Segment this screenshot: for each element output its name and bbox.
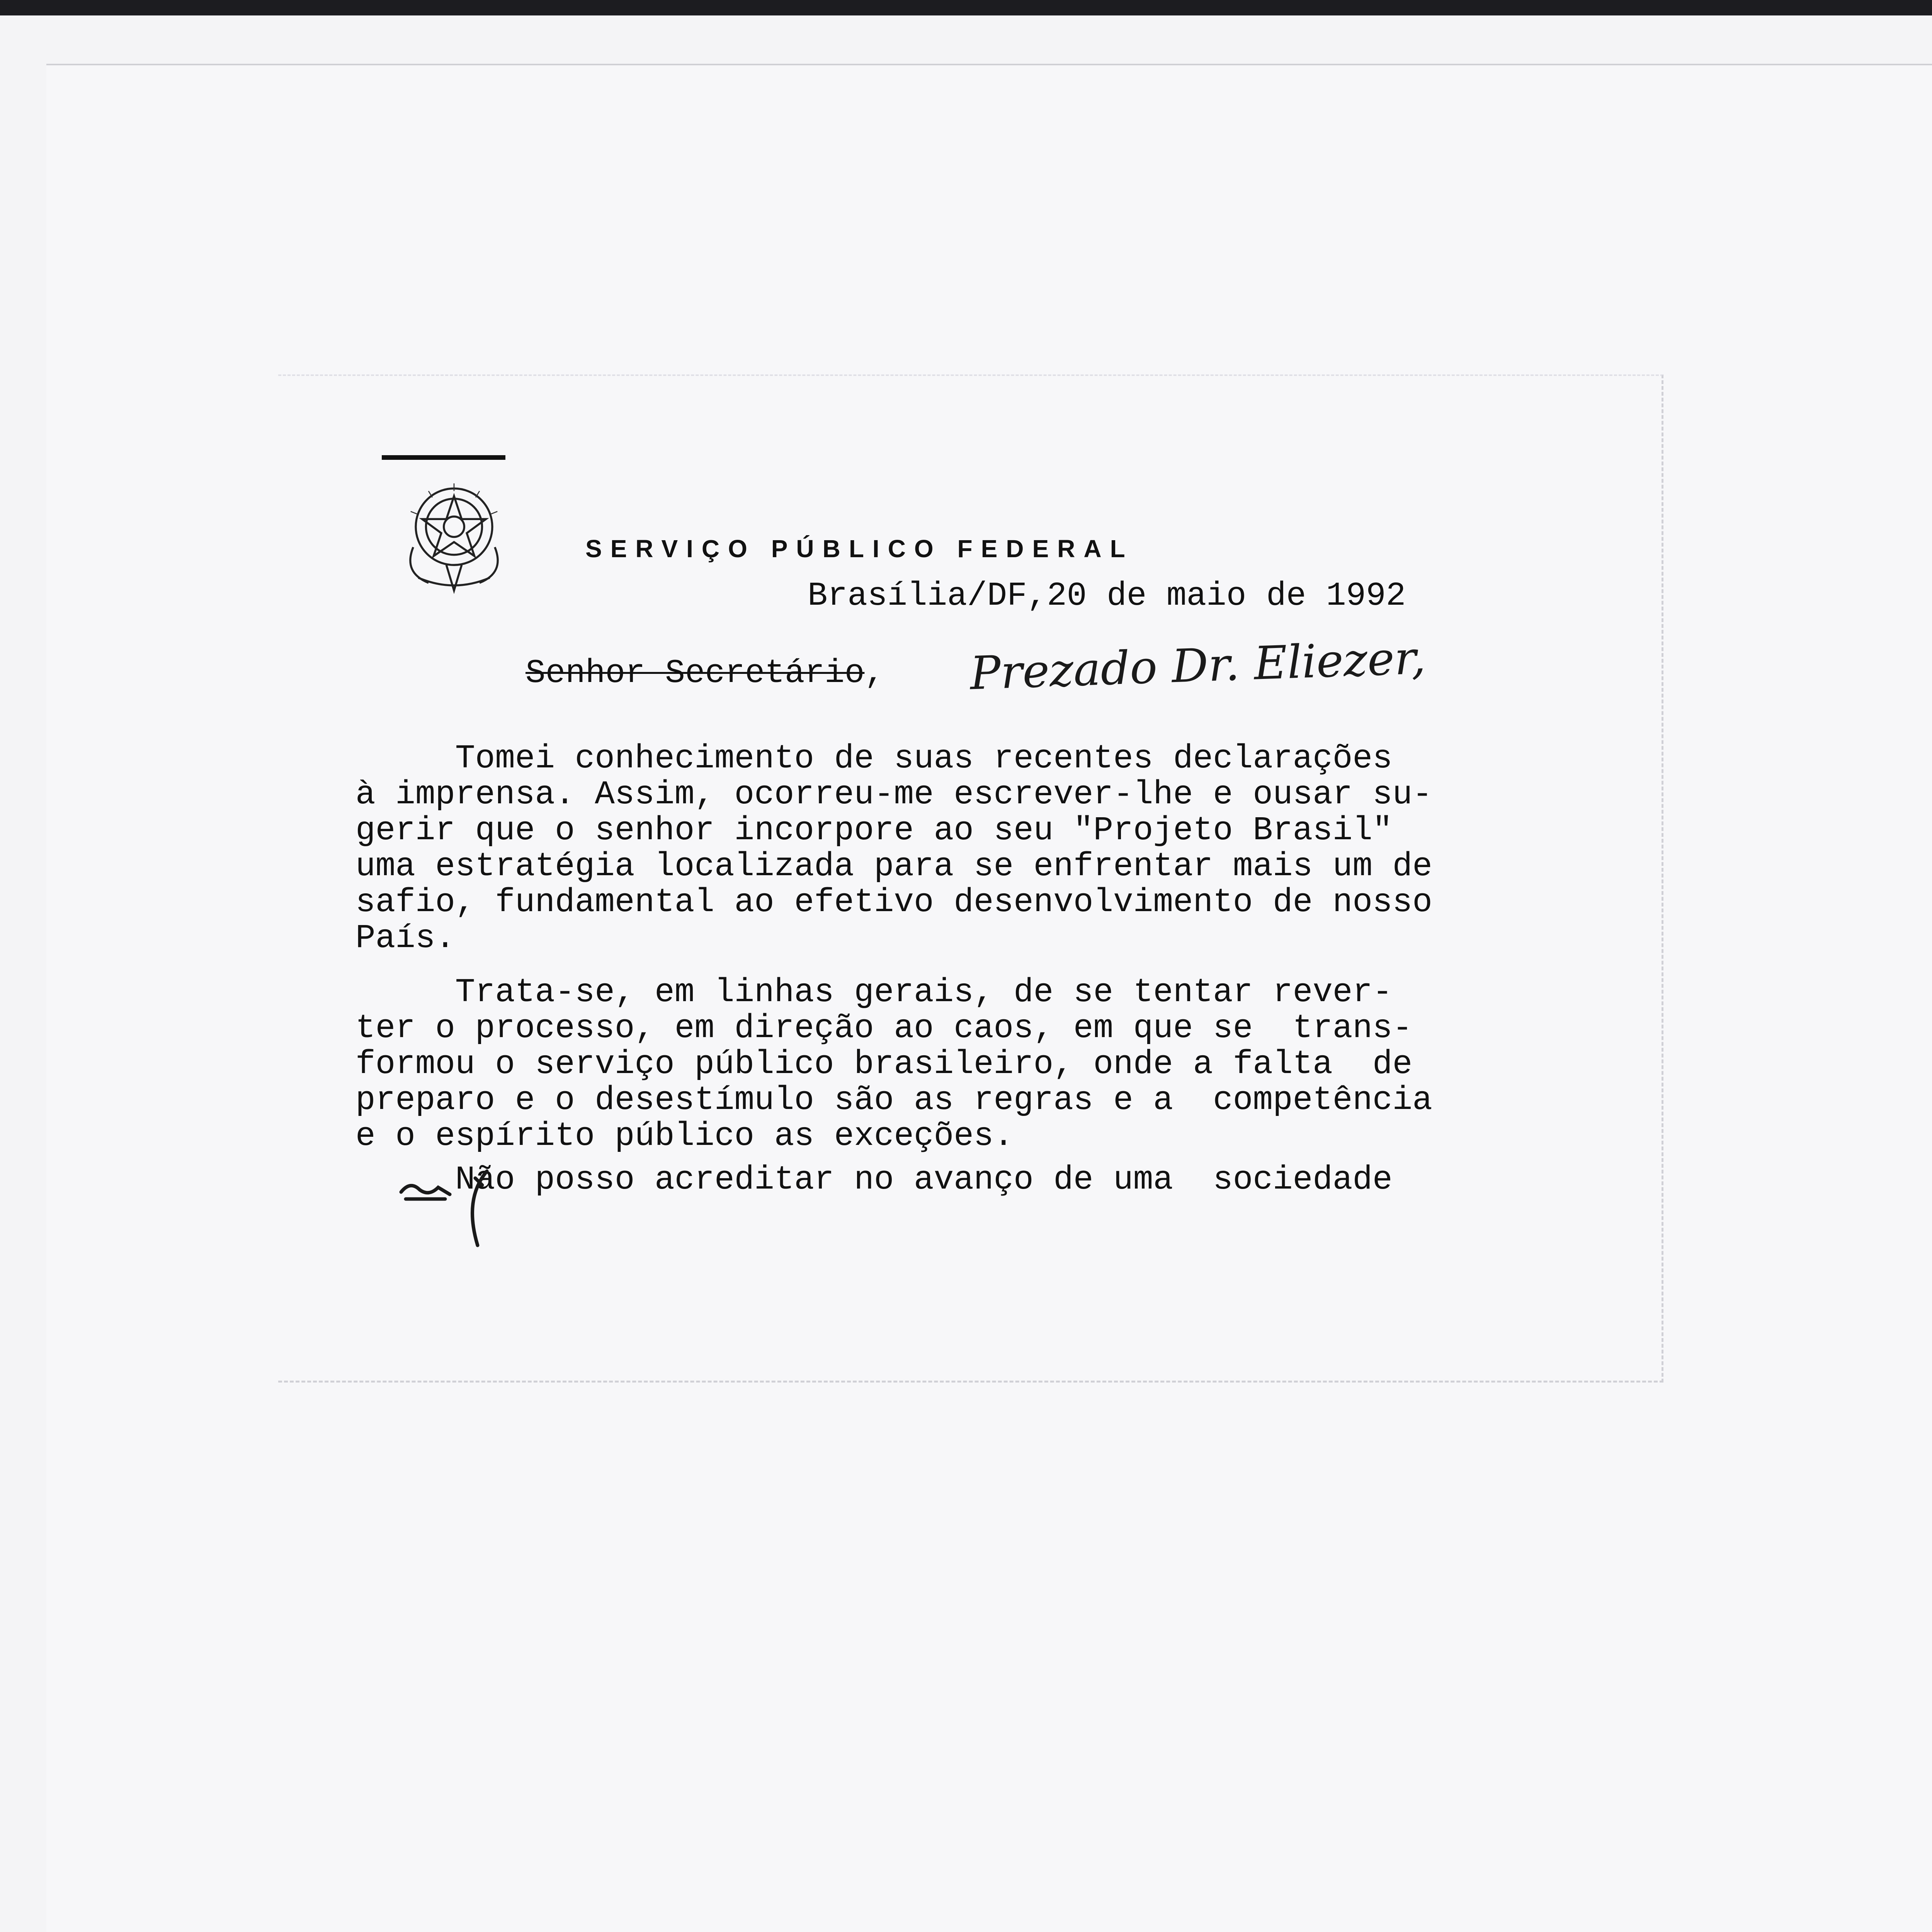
letter-date: Brasília/DF,20 de maio de 1992 (808, 577, 1406, 615)
scan-edge (0, 0, 1932, 15)
body-line: País. (355, 919, 456, 957)
body-line: preparo e o desestímulo são as regras e a competência (355, 1081, 1432, 1119)
salutation-comma: , (864, 654, 884, 692)
body-line: à imprensa. Assim, ocorreu-me escrever-lhe e ousar su- (355, 776, 1432, 813)
body-line: Trata-se, em linhas gerais, de se tentar rever- (355, 973, 1393, 1011)
body-line: gerir que o senhor incorpore ao seu "Projeto Brasil" (355, 811, 1393, 849)
body-line: e o espírito público as exceções. (355, 1117, 1014, 1155)
body-line: safio, fundamental ao efetivo desenvolvimento de nosso (355, 883, 1432, 921)
document-page (46, 64, 1932, 1932)
handwritten-bracket-mark-icon (394, 1164, 533, 1257)
body-line: Não posso acreditar no avanço de uma sociedade (355, 1161, 1393, 1199)
agency-name: SERVIÇO PÚBLICO FEDERAL (585, 535, 1134, 563)
coat-of-arms-brazil-icon (390, 471, 518, 598)
body-line: Tomei conhecimento de suas recentes declarações (355, 740, 1393, 777)
struck-salutation: Senhor Secretário (526, 654, 865, 692)
salutation (526, 654, 884, 692)
body-line: formou o serviço público brasileiro, onde a falta de (355, 1045, 1413, 1083)
letter-excerpt (278, 374, 1663, 1383)
handwritten-salutation: Prezado Dr. Eliezer, (969, 631, 1427, 700)
body-line: uma estratégia localizada para se enfrentar mais um de (355, 847, 1432, 885)
header-rule (382, 455, 505, 460)
body-line: ter o processo, em direção ao caos, em que se trans- (355, 1009, 1413, 1047)
